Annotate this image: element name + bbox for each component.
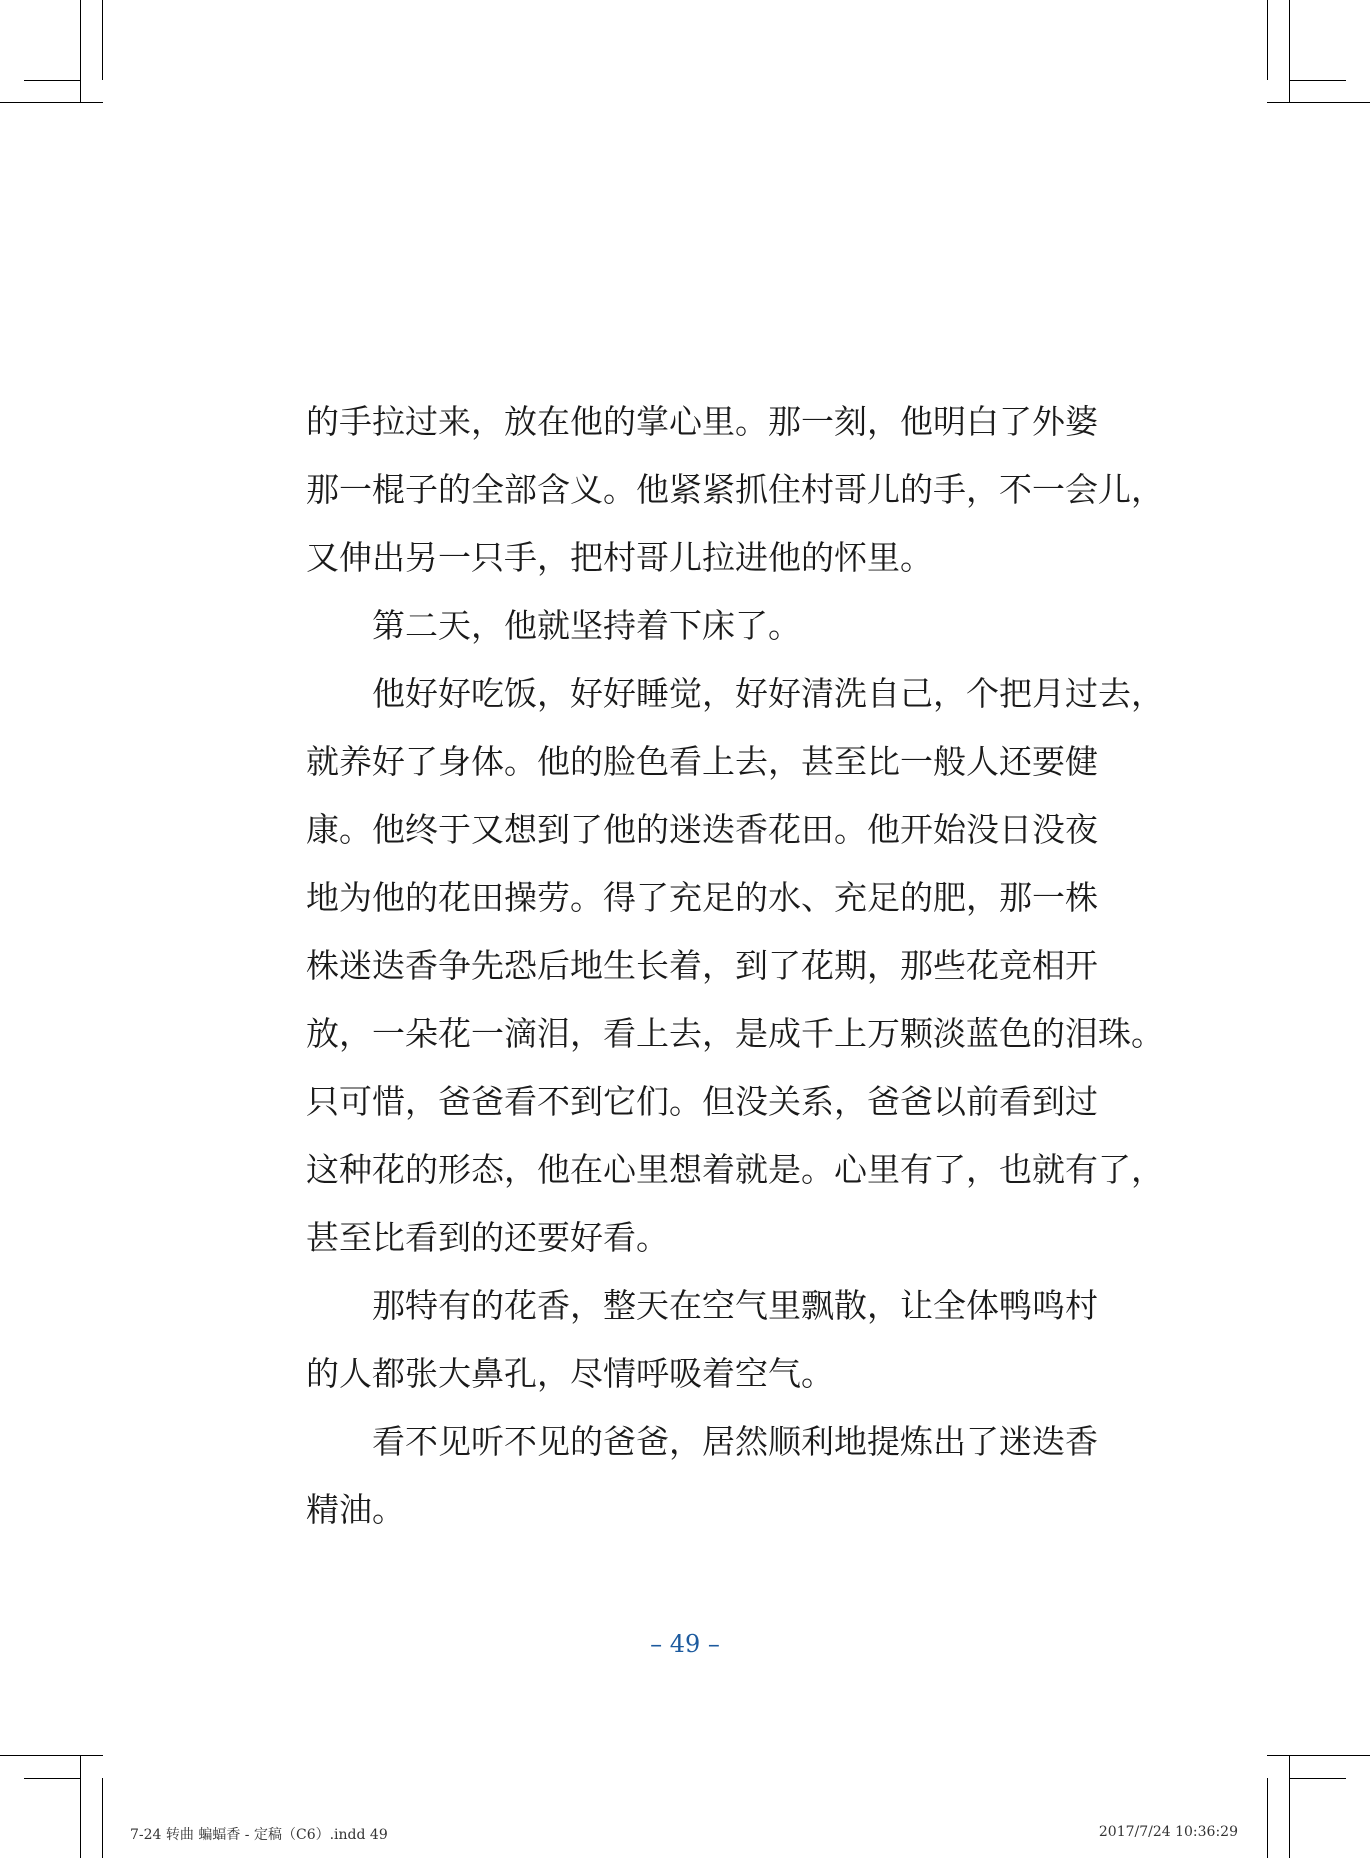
crop-mark-bottom-right-horizontal — [1267, 1755, 1370, 1756]
text-line: 的人都张大鼻孔，尽情呼吸着空气。 — [306, 1354, 834, 1393]
text-line: 株迷迭香争先恐后地生长着，到了花期，那些花竞相开 — [306, 946, 1098, 985]
crop-mark-top-right-horizontal — [1267, 102, 1370, 103]
crop-mark-bottom-left-inner-vertical — [102, 1778, 103, 1858]
crop-mark-bottom-left-vertical — [80, 1755, 81, 1858]
crop-mark-bottom-right-vertical — [1289, 1755, 1290, 1858]
text-line: 只可惜，爸爸看不到它们。但没关系，爸爸以前看到过 — [306, 1082, 1098, 1121]
text-line: 那特有的花香，整天在空气里飘散，让全体鸭鸣村 — [372, 1286, 1098, 1325]
text-line: 的手拉过来，放在他的掌心里。那一刻，他明白了外婆 — [306, 402, 1098, 441]
text-line: 甚至比看到的还要好看。 — [306, 1218, 669, 1257]
text-line: 他好好吃饭，好好睡觉，好好清洗自己，个把月过去， — [372, 674, 1164, 713]
text-line: 放，一朵花一滴泪，看上去，是成千上万颗淡蓝色的泪珠。 — [306, 1014, 1164, 1053]
crop-mark-top-left-vertical — [80, 0, 81, 103]
text-line: 那一棍子的全部含义。他紧紧抓住村哥儿的手，不一会儿， — [306, 470, 1164, 509]
crop-mark-bottom-left-horizontal — [0, 1755, 103, 1756]
crop-mark-bottom-right-inner-vertical — [1267, 1778, 1268, 1858]
crop-mark-top-right-inner-horizontal — [1289, 80, 1346, 81]
crop-mark-bottom-left-inner-horizontal — [24, 1778, 81, 1779]
text-line: 第二天，他就坚持着下床了。 — [372, 606, 801, 645]
crop-mark-top-left-inner-vertical — [102, 0, 103, 80]
text-line: 就养好了身体。他的脸色看上去，甚至比一般人还要健 — [306, 742, 1098, 781]
crop-mark-top-right-inner-vertical — [1267, 0, 1268, 80]
crop-mark-bottom-right-inner-horizontal — [1289, 1778, 1346, 1779]
text-line: 地为他的花田操劳。得了充足的水、充足的肥，那一株 — [306, 878, 1098, 917]
crop-mark-top-right-vertical — [1289, 0, 1290, 103]
text-line: 看不见听不见的爸爸，居然顺利地提炼出了迷迭香 — [372, 1422, 1098, 1461]
text-line: 康。他终于又想到了他的迷迭香花田。他开始没日没夜 — [306, 810, 1098, 849]
slug-timestamp: 2017/7/24 10:36:29 — [1098, 1824, 1238, 1840]
crop-mark-top-left-inner-horizontal — [24, 80, 81, 81]
page-number: – 49 – — [650, 1630, 720, 1658]
text-line: 精油。 — [306, 1490, 405, 1529]
text-line: 这种花的形态，他在心里想着就是。心里有了，也就有了， — [306, 1150, 1164, 1189]
text-line: 又伸出另一只手，把村哥儿拉进他的怀里。 — [306, 538, 933, 577]
slug-file-name: 7-24 转曲 蝙蝠香 - 定稿（C6）.indd 49 — [130, 1827, 388, 1843]
crop-mark-top-left-horizontal — [0, 102, 103, 103]
